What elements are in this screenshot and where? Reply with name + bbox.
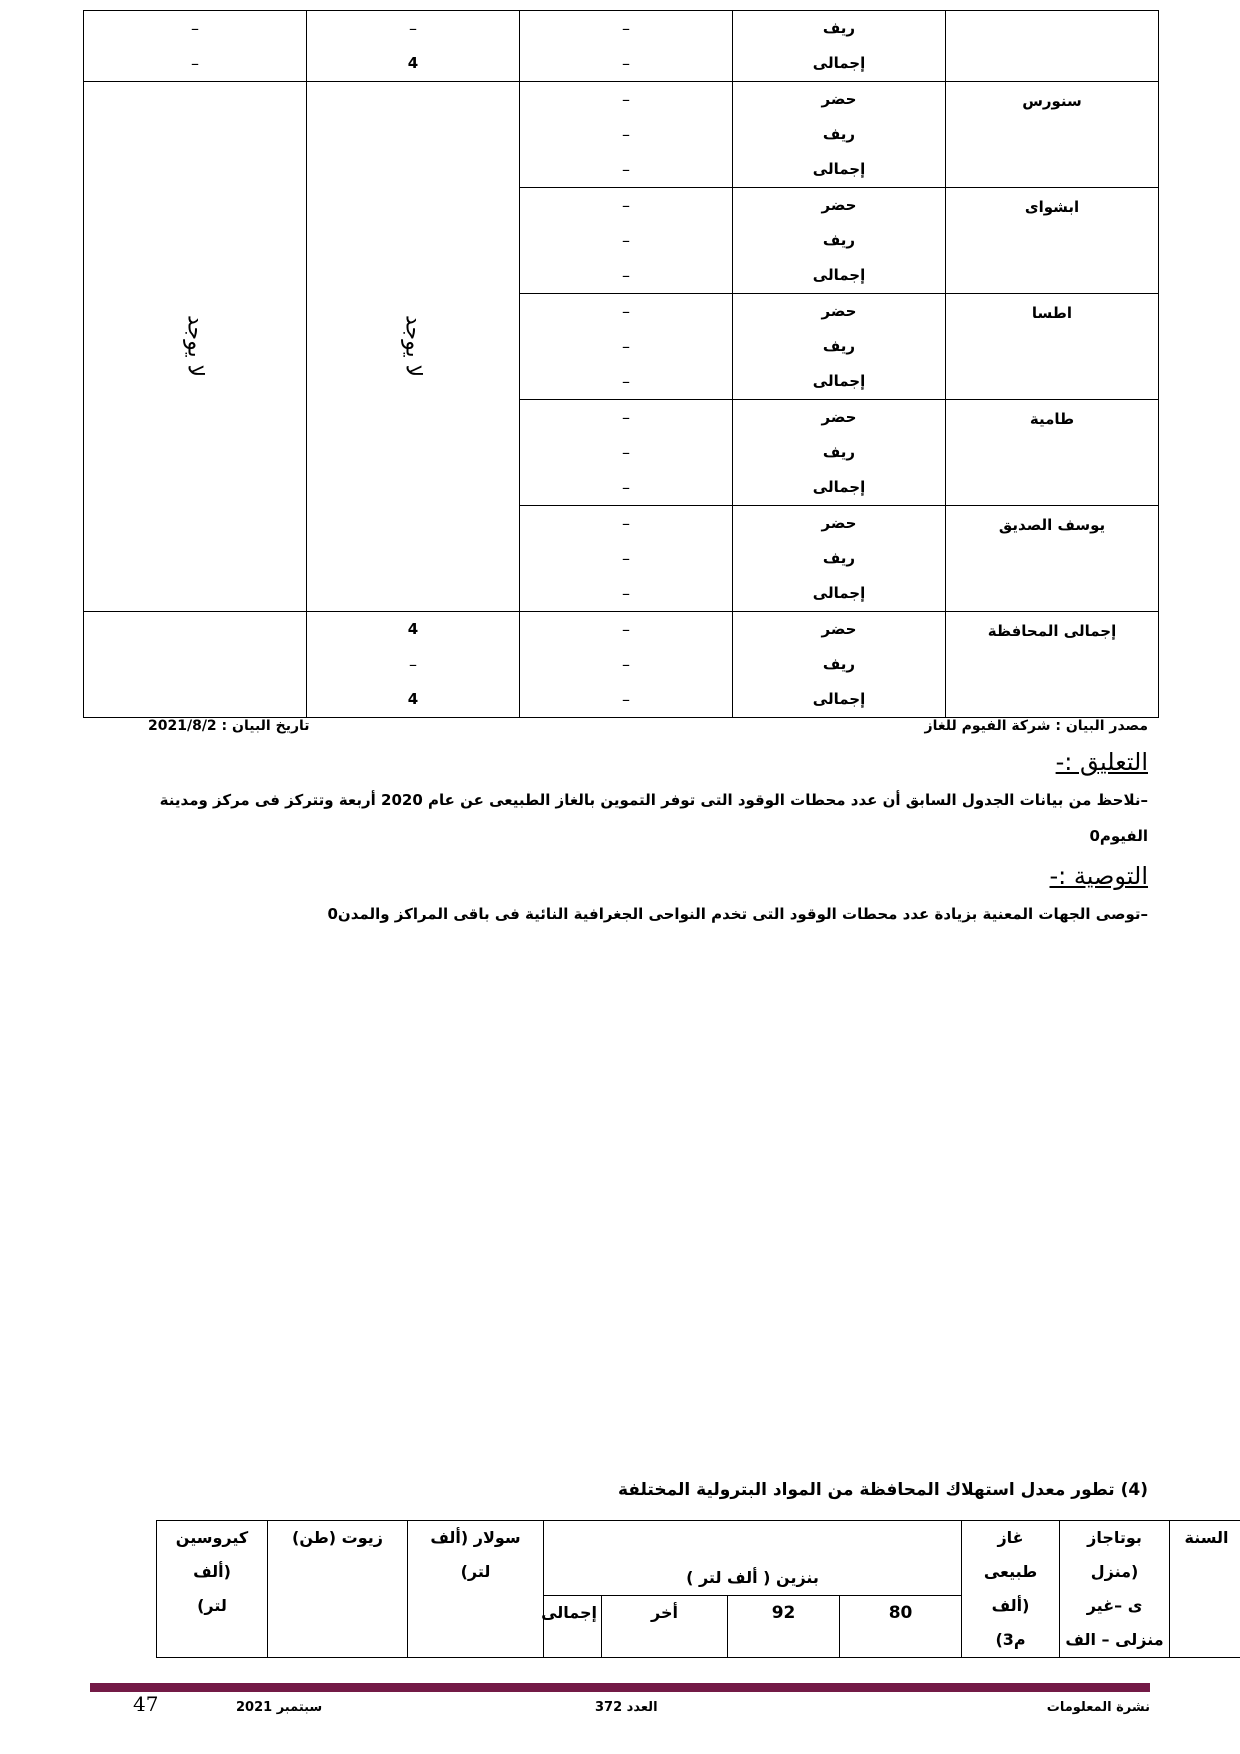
- data-source: مصدر البيان : شركة الفيوم للغاز: [924, 718, 1148, 734]
- value-cell: –: [622, 19, 630, 38]
- value-cell: –: [622, 54, 630, 73]
- table-row: [84, 82, 1159, 188]
- comment-line: الفيوم0: [1089, 827, 1148, 845]
- value-cell: –: [622, 655, 630, 674]
- value-cell: –: [622, 690, 630, 709]
- type-label: ريف: [822, 337, 856, 355]
- value-cell: –: [622, 443, 630, 462]
- type-label: ريف: [822, 19, 856, 37]
- value-cell: –: [191, 19, 199, 38]
- value-cell: –: [409, 19, 417, 38]
- footer-bar: [90, 1683, 1150, 1692]
- value-cell: 4: [407, 620, 419, 638]
- value-cell: –: [622, 549, 630, 568]
- center-name: يوسف الصديق: [998, 516, 1106, 534]
- type-label: حضر: [821, 514, 857, 532]
- footer-date: سبتمبر 2021: [236, 1700, 323, 1715]
- center-name: اطسا: [1031, 304, 1073, 322]
- value-cell: –: [409, 655, 417, 674]
- footer-publication: نشرة المعلومات: [1046, 1700, 1150, 1715]
- type-label: حضر: [821, 408, 857, 426]
- value-cell: –: [622, 125, 630, 144]
- type-label: حضر: [821, 196, 857, 214]
- value-cell: 4: [407, 690, 419, 708]
- value-cell: –: [622, 302, 630, 321]
- value-cell: –: [622, 372, 630, 391]
- table-row: [84, 11, 1159, 82]
- benzene-header: بنزين ( ألف لتر ): [544, 1521, 962, 1596]
- value-cell: –: [622, 478, 630, 497]
- type-label: ريف: [822, 549, 856, 567]
- fuel-stations-table: [83, 10, 1159, 718]
- benzene-other-header: أخر: [602, 1596, 728, 1658]
- center-name: طامية: [1029, 410, 1075, 428]
- type-label: إجمالى: [812, 160, 866, 178]
- type-label: إجمالى: [812, 584, 866, 602]
- merged-cell: [84, 82, 307, 612]
- type-label: حضر: [821, 302, 857, 320]
- oils-header: زيوت (طن): [268, 1521, 408, 1658]
- type-label: إجمالى: [812, 266, 866, 284]
- type-label: إجمالى: [812, 478, 866, 496]
- value-cell: –: [622, 160, 630, 179]
- benzene-80-header: 80: [840, 1596, 962, 1658]
- value-cell: –: [622, 90, 630, 109]
- kerosene-header: كيروسين (ألف لتر): [157, 1521, 268, 1658]
- type-label: إجمالى: [812, 372, 866, 390]
- comment-heading: التعليق :-: [1055, 748, 1148, 776]
- value-cell: –: [622, 337, 630, 356]
- center-name: إجمالى المحافظة: [987, 622, 1117, 640]
- empty-cell: [84, 612, 307, 718]
- table-header-row: [67, 1521, 1240, 1596]
- footer-issue: العدد 372: [595, 1700, 658, 1715]
- value-cell: –: [622, 231, 630, 250]
- section-title: (4) تطور معدل استهلاك المحافظة من المواد البترولية المختلفة: [617, 1480, 1148, 1500]
- benzene-total-header: إجمالى: [544, 1596, 602, 1658]
- none-vertical-text: لا يوجد: [400, 315, 426, 378]
- none-vertical-text: لا يوجد: [182, 315, 208, 378]
- center-name: ابشواى: [1024, 198, 1080, 216]
- recommendation-text: –توصى الجهات المعنية بزيادة عدد محطات الوقود التى تخدم النواحى الجغرافية النائية فى باقى المراكز والمدن0: [327, 905, 1148, 923]
- type-label: ريف: [822, 443, 856, 461]
- type-label: ريف: [822, 125, 856, 143]
- year-header: السنة: [1170, 1521, 1240, 1658]
- type-label: إجمالى: [812, 54, 866, 72]
- solar-header: سولار (ألف لتر): [408, 1521, 544, 1658]
- table-row-total: [84, 612, 1159, 718]
- comment-line: –نلاحظ من بيانات الجدول السابق أن عدد محطات الوقود التى توفر التموين بالغاز الطبيعى عن عام 2020 أربعة وتتركز فى مركز ومدينة: [159, 791, 1148, 809]
- value-cell: –: [622, 514, 630, 533]
- recommendation-heading: التوصية :-: [1049, 862, 1148, 890]
- benzene-92-header: 92: [728, 1596, 840, 1658]
- data-date: تاريخ البيان : 2021/8/2: [148, 718, 310, 734]
- type-label: حضر: [821, 90, 857, 108]
- value-cell: –: [622, 266, 630, 285]
- value-cell: –: [622, 620, 630, 639]
- comment-text: [98, 782, 1148, 854]
- center-cell: [946, 11, 1159, 82]
- value-cell: –: [191, 54, 199, 73]
- page-number: 47: [133, 1692, 159, 1716]
- natural-gas-header: غاز طبيعى (ألف م3): [962, 1521, 1060, 1658]
- type-label: ريف: [822, 655, 856, 673]
- value-cell: –: [622, 196, 630, 215]
- butagas-header: بوتاجاز (منزل ى –غير منزلى – الف: [1060, 1521, 1170, 1658]
- petroleum-consumption-table: [66, 1520, 1240, 1658]
- type-label: حضر: [821, 620, 857, 638]
- value-cell: –: [622, 408, 630, 427]
- type-label: إجمالى: [812, 690, 866, 708]
- value-cell: –: [622, 584, 630, 603]
- merged-cell: [307, 82, 520, 612]
- center-name: سنورس: [1022, 92, 1082, 110]
- type-label: ريف: [822, 231, 856, 249]
- value-cell: 4: [407, 54, 419, 72]
